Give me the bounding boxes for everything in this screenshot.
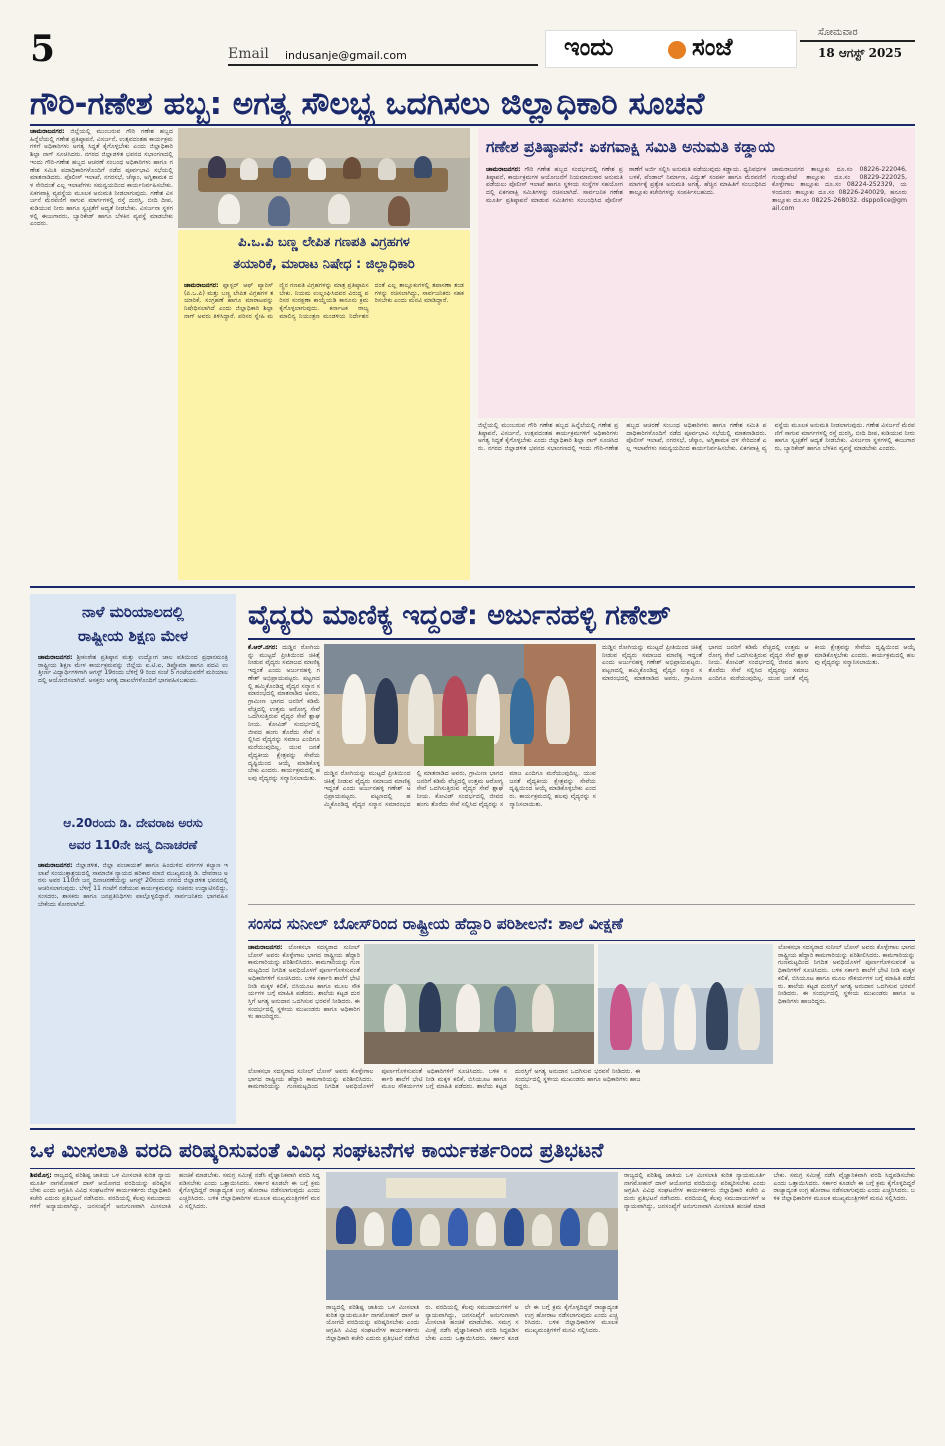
left-blue-box bbox=[30, 594, 236, 1124]
doctors-body: ದುಡ್ಡಿನ ರೋಗಿಯನ್ನು ಮುಟ್ಟದೆ ಪ್ರೀತಿಯಿಂದ ಚಿಕಿತ್ಸೆ ನೀಡುವ ವೈದ್ಯರು ಸಮಾಜದ ಮಾಣಿಕ್ಯ ಇದ್ದಂತೆ ಎಂದು ಅರ್ಜುನಹಳ್ಳಿ ಗಣೇಶ್ ಅಭಿಪ್ರಾಯಪಟ್ಟರು. ಪಟ್ಟಣದಲ್ಲಿ ಹಮ್ಮಿಕೊಂಡಿದ್ದ ವೈದ್ಯರ ಸನ್ಮಾನ ಸಮಾರಂಭದಲ್ಲಿ ಮಾತನಾಡಿದ ಅವರು, ಗ್ರಾಮೀಣ ಭಾಗದ ಜನರಿಗೆ ಕಡಿಮೆ ವೆಚ್ಚದಲ್ಲಿ ಉತ್ತಮ ಆರೋಗ್ಯ ಸೇವೆ ಒದಗಿಸುತ್ತಿರುವ ವೈದ್ಯರ ಸೇವೆ ಶ್ಲಾಘನೀಯ. ಕೋವಿಡ್ ಸಂದರ್ಭದಲ್ಲಿ ಜೀವದ ಹಂಗು ತೊರೆದು ಸೇವೆ ಸಲ್ಲಿಸಿದ ವೈದ್ಯರನ್ನು ಸಮಾಜ ಎಂದಿಗೂ ಮರೆಯುವುದಿಲ್ಲ. ಯುವ ಜನತೆ ವೈದ್ಯಕೀಯ ಕ್ಷೇತ್ರವನ್ನು ಸೇವೆಯ ದೃಷ್ಟಿಯಿಂದ ಆಯ್ಕೆ ಮಾಡಿಕೊಳ್ಳಬೇಕು ಎಂದರು. ಕಾರ್ಯಕ್ರಮದಲ್ಲಿ ಹಲವು ವೈದ್ಯರನ್ನು ಸನ್ಮಾನಿಸಲಾಯಿತು. bbox=[248, 644, 320, 782]
school-body-bottom bbox=[248, 1068, 774, 1124]
devaraj-body: ಜಿಲ್ಲಾಡಳಿತ, ಜಿಲ್ಲಾ ಪಂಚಾಯತ್ ಹಾಗೂ ಹಿಂದುಳಿದ ವರ್ಗಗಳ ಕಲ್ಯಾಣ ಇಲಾಖೆ ಸಂಯುಕ್ತಾಶ್ರಯದಲ್ಲಿ ಸಾಮಾಜಿಕ ನ್ಯಾಯದ ಹರಿಕಾರ ಮಾಜಿ ಮುಖ್ಯಮಂತ್ರಿ ಡಿ. ದೇವರಾಜ ಅರಸು ಅವರ 110ನೇ ಜನ್ಮ ದಿನಾಚರಣೆಯನ್ನು ಆಗಸ್ಟ್ 20ರಂದು ನಗರದ ಜಿಲ್ಲಾಡಳಿತ ಭವನದಲ್ಲಿ ಆಚರಿಸಲಾಗುವುದು. ಬೆಳಿಗ್ಗೆ 11 ಗಂಟೆಗೆ ನಡೆಯುವ ಕಾರ್ಯಕ್ರಮವನ್ನು ಸಚಿವರು ಉದ್ಘಾಟಿಸಲಿದ್ದು, ಸಂಸದರು, ಶಾಸಕರು ಹಾಗೂ ಜನಪ್ರತಿನಿಧಿಗಳು ಪಾಲ್ಗೊಳ್ಳಲಿದ್ದಾರೆ. ಸಾರ್ವಜನಿಕರು ಭಾಗವಹಿಸಬೇಕೆಂದು ಕೋರಲಾಗಿದೆ. bbox=[38, 862, 228, 908]
logo bbox=[545, 30, 797, 68]
single-window-dateline: ಚಾಮರಾಜನಗರ: bbox=[486, 166, 521, 173]
school-rule bbox=[248, 940, 915, 941]
masthead-rule-left bbox=[228, 64, 538, 66]
logo-sun-icon bbox=[668, 41, 686, 59]
gauri-photo-meeting bbox=[178, 128, 470, 228]
devaraj-dateline: ಚಾಮರಾಜನಗರ: bbox=[38, 862, 73, 869]
date: 18 ಆಗಸ್ಟ್ 2025 bbox=[818, 46, 902, 60]
pop-body-block bbox=[184, 282, 464, 574]
gauri-body-continued bbox=[478, 422, 915, 580]
gauri-body: ಜಿಲ್ಲೆಯಲ್ಲಿ ಮುಂಬರುವ ಗೌರಿ ಗಣೇಶ ಹಬ್ಬದ ಹಿನ್ನೆಲೆಯಲ್ಲಿ ಗಣೇಶ ಪ್ರತಿಷ್ಠಾಪನೆ, ವಿಸರ್ಜನೆ, ಉತ್ಸವದಂತಹ ಕಾರ್ಯಕ್ರಮಗಳಿಗೆ ಅಧಿಕಾರಿಗಳು ಅಗತ್ಯ ಸಿದ್ಧತೆ ಕೈಗೊಳ್ಳಬೇಕು ಎಂದು ಜಿಲ್ಲಾಧಿಕಾರಿ ಶಿಲ್ಪಾ ನಾಗ್ ಸೂಚಿಸಿದರು. ನಗರದ ಜಿಲ್ಲಾಡಳಿತ ಭವನದ ಸಭಾಂಗಣದಲ್ಲಿ ಇಂದು ಗೌರಿ-ಗಣೇಶ ಹಬ್ಬದ ಆಚರಣೆ ಸಂಬಂಧ ಅಧಿಕಾರಿಗಳು ಹಾಗೂ ಗಣೇಶ ಸಮಿತಿ ಪದಾಧಿಕಾರಿಗಳೊಂದಿಗೆ ನಡೆದ ಪೂರ್ವಭಾವಿ ಸಭೆಯಲ್ಲಿ ಮಾತನಾಡಿದರು. ಪೊಲೀಸ್ ಇಲಾಖೆ, ನಗರಸಭೆ, ಚೆಸ್ಕಾಂ, ಅಗ್ನಿಶಾಮಕ ದಳ ಸೇರಿದಂತೆ ಎಲ್ಲ ಇಲಾಖೆಗಳು ಸಮನ್ವಯದಿಂದ ಕಾರ್ಯನಿರ್ವಹಿಸಬೇಕು. ಏಕಗವಾಕ್ಷಿ ವ್ಯವಸ್ಥೆಯ ಮೂಲಕ ಅನುಮತಿ ನೀಡಲಾಗುವುದು. ಗಣೇಶ ವಿಸರ್ಜನೆ ಮೆರವಣಿಗೆ ಸಾಗುವ ಮಾರ್ಗಗಳಲ್ಲಿ ರಸ್ತೆ ದುರಸ್ತಿ, ಬೀದಿ ದೀಪ, ಕುಡಿಯುವ ನೀರು ಹಾಗೂ ಸ್ವಚ್ಛತೆಗೆ ಆದ್ಯತೆ ನೀಡಬೇಕು. ವಿಸರ್ಜನಾ ಸ್ಥಳಗಳಲ್ಲಿ ಈಜುಗಾರರು, ಬ್ಯಾರಿಕೇಡ್ ಹಾಗೂ ಬೆಳಕಿನ ವ್ಯವಸ್ಥೆ ಮಾಡಬೇಕು ಎಂದರು. bbox=[30, 128, 173, 228]
masthead bbox=[0, 0, 945, 82]
gauri-body-cont-text: ಜಿಲ್ಲೆಯಲ್ಲಿ ಮುಂಬರುವ ಗೌರಿ ಗಣೇಶ ಹಬ್ಬದ ಹಿನ್ನೆಲೆಯಲ್ಲಿ ಗಣೇಶ ಪ್ರತಿಷ್ಠಾಪನೆ, ವಿಸರ್ಜನೆ, ಉತ್ಸವದಂತಹ ಕಾರ್ಯಕ್ರಮಗಳಿಗೆ ಅಧಿಕಾರಿಗಳು ಅಗತ್ಯ ಸಿದ್ಧತೆ ಕೈಗೊಳ್ಳಬೇಕು ಎಂದು ಜಿಲ್ಲಾಧಿಕಾರಿ ಶಿಲ್ಪಾ ನಾಗ್ ಸೂಚಿಸಿದರು. ನಗರದ ಜಿಲ್ಲಾಡಳಿತ ಭವನದ ಸಭಾಂಗಣದಲ್ಲಿ ಇಂದು ಗೌರಿ-ಗಣೇಶ ಹಬ್ಬದ ಆಚರಣೆ ಸಂಬಂಧ ಅಧಿಕಾರಿಗಳು ಹಾಗೂ ಗಣೇಶ ಸಮಿತಿ ಪದಾಧಿಕಾರಿಗಳೊಂದಿಗೆ ನಡೆದ ಪೂರ್ವಭಾವಿ ಸಭೆಯಲ್ಲಿ ಮಾತನಾಡಿದರು. ಪೊಲೀಸ್ ಇಲಾಖೆ, ನಗರಸಭೆ, ಚೆಸ್ಕಾಂ, ಅಗ್ನಿಶಾಮಕ ದಳ ಸೇರಿದಂತೆ ಎಲ್ಲ ಇಲಾಖೆಗಳು ಸಮನ್ವಯದಿಂದ ಕಾರ್ಯನಿರ್ವಹಿಸಬೇಕು. ಏಕಗವಾಕ್ಷಿ ವ್ಯವಸ್ಥೆಯ ಮೂಲಕ ಅನುಮತಿ ನೀಡಲಾಗುವುದು. ಗಣೇಶ ವಿಸರ್ಜನೆ ಮೆರವಣಿಗೆ ಸಾಗುವ ಮಾರ್ಗಗಳಲ್ಲಿ ರಸ್ತೆ ದುರಸ್ತಿ, ಬೀದಿ ದೀಪ, ಕುಡಿಯುವ ನೀರು ಹಾಗೂ ಸ್ವಚ್ಛತೆಗೆ ಆದ್ಯತೆ ನೀಡಬೇಕು. ವಿಸರ್ಜನಾ ಸ್ಥಳಗಳಲ್ಲಿ ಈಜುಗಾರರು, ಬ್ಯಾರಿಕೇಡ್ ಹಾಗೂ ಬೆಳಕಿನ ವ್ಯವಸ್ಥೆ ಮಾಡಬೇಕು ಎಂದರು. bbox=[478, 422, 915, 453]
school-body: ಲೋಕಸಭಾ ಸದಸ್ಯರಾದ ಸುನೀಲ್ ಬೋಸ್ ಅವರು ಕೊಳ್ಳೇಗಾಲ ಭಾಗದ ರಾಷ್ಟ್ರೀಯ ಹೆದ್ದಾರಿ ಕಾಮಗಾರಿಯನ್ನು ಪರಿಶೀಲಿಸಿದರು. ಕಾಮಗಾರಿಯನ್ನು ಗುಣಮಟ್ಟದಿಂದ ನಿಗದಿತ ಅವಧಿಯೊಳಗೆ ಪೂರ್ಣಗೊಳಿಸುವಂತೆ ಅಧಿಕಾರಿಗಳಿಗೆ ಸೂಚಿಸಿದರು. ಬಳಿಕ ಸರ್ಕಾರಿ ಶಾಲೆಗೆ ಭೇಟಿ ನೀಡಿ ಮಕ್ಕಳ ಕಲಿಕೆ, ಬಿಸಿಯೂಟ ಹಾಗೂ ಮೂಲ ಸೌಕರ್ಯಗಳ ಬಗ್ಗೆ ಮಾಹಿತಿ ಪಡೆದರು. ಶಾಲೆಯ ಕಟ್ಟಡ ದುರಸ್ತಿಗೆ ಅಗತ್ಯ ಅನುದಾನ ಒದಗಿಸುವ ಭರವಸೆ ನೀಡಿದರು. ಈ ಸಂದರ್ಭದಲ್ಲಿ ಸ್ಥಳೀಯ ಮುಖಂಡರು ಹಾಗೂ ಅಧಿಕಾರಿಗಳು ಹಾಜರಿದ್ದರು. bbox=[248, 944, 360, 1021]
doctors-dateline: ಕೆ.ಆರ್.ನಗರ: bbox=[248, 644, 278, 651]
email-label: Email bbox=[228, 46, 269, 62]
school-body-5: ಲೋಕಸಭಾ ಸದಸ್ಯರಾದ ಸುನೀಲ್ ಬೋಸ್ ಅವರು ಕೊಳ್ಳೇಗಾಲ ಭಾಗದ ರಾಷ್ಟ್ರೀಯ ಹೆದ್ದಾರಿ ಕಾಮಗಾರಿಯನ್ನು ಪರಿಶೀಲಿಸಿದರು. ಕಾಮಗಾರಿಯನ್ನು ಗುಣಮಟ್ಟದಿಂದ ನಿಗದಿತ ಅವಧಿಯೊಳಗೆ ಪೂರ್ಣಗೊಳಿಸುವಂತೆ ಅಧಿಕಾರಿಗಳಿಗೆ ಸೂಚಿಸಿದರು. ಬಳಿಕ ಸರ್ಕಾರಿ ಶಾಲೆಗೆ ಭೇಟಿ ನೀಡಿ ಮಕ್ಕಳ ಕಲಿಕೆ, ಬಿಸಿಯೂಟ ಹಾಗೂ ಮೂಲ ಸೌಕರ್ಯಗಳ ಬಗ್ಗೆ ಮಾಹಿತಿ ಪಡೆದರು. ಶಾಲೆಯ ಕಟ್ಟಡ ದುರಸ್ತಿಗೆ ಅಗತ್ಯ ಅನುದಾನ ಒದಗಿಸುವ ಭರವಸೆ ನೀಡಿದರು. ಈ ಸಂದರ್ಭದಲ್ಲಿ ಸ್ಥಳೀಯ ಮುಖಂಡರು ಹಾಗೂ ಅಧಿಕಾರಿಗಳು ಹಾಜರಿದ್ದರು. bbox=[248, 1068, 641, 1091]
doctors-body-2: ದುಡ್ಡಿನ ರೋಗಿಯನ್ನು ಮುಟ್ಟದೆ ಪ್ರೀತಿಯಿಂದ ಚಿಕಿತ್ಸೆ ನೀಡುವ ವೈದ್ಯರು ಸಮಾಜದ ಮಾಣಿಕ್ಯ ಇದ್ದಂತೆ ಎಂದು ಅರ್ಜುನಹಳ್ಳಿ ಗಣೇಶ್ ಅಭಿಪ್ರಾಯಪಟ್ಟರು. ಪಟ್ಟಣದಲ್ಲಿ ಹಮ್ಮಿಕೊಂಡಿದ್ದ ವೈದ್ಯರ ಸನ್ಮಾನ ಸಮಾರಂಭದಲ್ಲಿ ಮಾತನಾಡಿದ ಅವರು, ಗ್ರಾಮೀಣ ಭಾಗದ ಜನರಿಗೆ ಕಡಿಮೆ ವೆಚ್ಚದಲ್ಲಿ ಉತ್ತಮ ಆರೋಗ್ಯ ಸೇವೆ ಒದಗಿಸುತ್ತಿರುವ ವೈದ್ಯರ ಸೇವೆ ಶ್ಲಾಘನೀಯ. ಕೋವಿಡ್ ಸಂದರ್ಭದಲ್ಲಿ ಜೀವದ ಹಂಗು ತೊರೆದು ಸೇವೆ ಸಲ್ಲಿಸಿದ ವೈದ್ಯರನ್ನು ಸಮಾಜ ಎಂದಿಗೂ ಮರೆಯುವುದಿಲ್ಲ. ಯುವ ಜನತೆ ವೈದ್ಯಕೀಯ ಕ್ಷೇತ್ರವನ್ನು ಸೇವೆಯ ದೃಷ್ಟಿಯಿಂದ ಆಯ್ಕೆ ಮಾಡಿಕೊಳ್ಳಬೇಕು ಎಂದರು. ಕಾರ್ಯಕ್ರಮದಲ್ಲಿ ಹಲವು ವೈದ್ಯರನ್ನು ಸನ್ಮಾನಿಸಲಾಯಿತು. bbox=[324, 770, 596, 808]
gauri-body-col1 bbox=[30, 128, 173, 580]
protest-body-block-1 bbox=[30, 1172, 320, 1436]
doctors-body-col1 bbox=[248, 644, 320, 900]
doctors-body-block-3 bbox=[602, 644, 915, 900]
school-dateline: ಚಾಮರಾಜನಗರ: bbox=[248, 944, 283, 951]
single-window-body-block bbox=[486, 166, 766, 412]
protest-body-2: ರಾಜ್ಯದಲ್ಲಿ ಪರಿಶಿಷ್ಟ ಜಾತಿಯ ಒಳ ಮೀಸಲಾತಿ ಕುರಿತ ನ್ಯಾಯಮೂರ್ತಿ ನಾಗಮೋಹನ್ ದಾಸ್ ಆಯೋಗದ ವರದಿಯನ್ನು ಪರಿಷ್ಕರಿಸಬೇಕು ಎಂದು ಆಗ್ರಹಿಸಿ ವಿವಿಧ ಸಂಘಟನೆಗಳ ಕಾರ್ಯಕರ್ತರು ಜಿಲ್ಲಾಧಿಕಾರಿ ಕಚೇರಿ ಎದುರು ಪ್ರತಿಭಟನೆ ನಡೆಸಿದರು. ವರದಿಯಲ್ಲಿ ಕೆಲವು ಸಮುದಾಯಗಳಿಗೆ ಅನ್ಯಾಯವಾಗಿದ್ದು, ಜನಸಂಖ್ಯೆಗೆ ಅನುಗುಣವಾಗಿ ಮೀಸಲಾತಿ ಹಂಚಿಕೆ ಮಾಡಬೇಕು. ಸಮಗ್ರ ಸಮೀಕ್ಷೆ ನಡೆಸಿ ವೈಜ್ಞಾನಿಕವಾಗಿ ವರದಿ ಸಿದ್ಧಪಡಿಸಬೇಕು ಎಂದು ಒತ್ತಾಯಿಸಿದರು. ಸರ್ಕಾರ ಕೂಡಲೇ ಈ ಬಗ್ಗೆ ಕ್ರಮ ಕೈಗೊಳ್ಳದಿದ್ದರೆ ರಾಜ್ಯಾದ್ಯಂತ ಉಗ್ರ ಹೋರಾಟ ನಡೆಸಲಾಗುವುದು ಎಂದು ಎಚ್ಚರಿಸಿದರು. ಬಳಿಕ ಜಿಲ್ಲಾಧಿಕಾರಿಗಳ ಮೂಲಕ ಮುಖ್ಯಮಂತ್ರಿಗಳಿಗೆ ಮನವಿ ಸಲ್ಲಿಸಿದರು. bbox=[326, 1304, 618, 1342]
gauri-dateline: ಚಾಮರಾಜನಗರ: bbox=[30, 128, 65, 135]
pop-dateline: ಚಾಮರಾಜನಗರ: bbox=[184, 282, 219, 289]
logo-right: ಸಂಜೆ bbox=[692, 33, 733, 61]
page-number: 5 bbox=[30, 28, 56, 70]
education-body-block bbox=[38, 654, 228, 804]
protest-body-block-3 bbox=[624, 1172, 915, 1436]
school-body-4: ಲೋಕಸಭಾ ಸದಸ್ಯರಾದ ಸುನೀಲ್ ಬೋಸ್ ಅವರು ಕೊಳ್ಳೇಗಾಲ ಭಾಗದ ರಾಷ್ಟ್ರೀಯ ಹೆದ್ದಾರಿ ಕಾಮಗಾರಿಯನ್ನು ಪರಿಶೀಲಿಸಿದರು. ಕಾಮಗಾರಿಯನ್ನು ಗುಣಮಟ್ಟದಿಂದ ನಿಗದಿತ ಅವಧಿಯೊಳಗೆ ಪೂರ್ಣಗೊಳಿಸುವಂತೆ ಅಧಿಕಾರಿಗಳಿಗೆ ಸೂಚಿಸಿದರು. ಬಳಿಕ ಸರ್ಕಾರಿ ಶಾಲೆಗೆ ಭೇಟಿ ನೀಡಿ ಮಕ್ಕಳ ಕಲಿಕೆ, ಬಿಸಿಯೂಟ ಹಾಗೂ ಮೂಲ ಸೌಕರ್ಯಗಳ ಬಗ್ಗೆ ಮಾಹಿತಿ ಪಡೆದರು. ಶಾಲೆಯ ಕಟ್ಟಡ ದುರಸ್ತಿಗೆ ಅಗತ್ಯ ಅನುದಾನ ಒದಗಿಸುವ ಭರವಸೆ ನೀಡಿದರು. ಈ ಸಂದರ್ಭದಲ್ಲಿ ಸ್ಥಳೀಯ ಮುಖಂಡರು ಹಾಗೂ ಅಧಿಕಾರಿಗಳು ಹಾಜರಿದ್ದರು. bbox=[778, 944, 915, 1005]
protest-body-block-2 bbox=[326, 1304, 618, 1436]
protest-body-3: ರಾಜ್ಯದಲ್ಲಿ ಪರಿಶಿಷ್ಟ ಜಾತಿಯ ಒಳ ಮೀಸಲಾತಿ ಕುರಿತ ನ್ಯಾಯಮೂರ್ತಿ ನಾಗಮೋಹನ್ ದಾಸ್ ಆಯೋಗದ ವರದಿಯನ್ನು ಪರಿಷ್ಕರಿಸಬೇಕು ಎಂದು ಆಗ್ರಹಿಸಿ ವಿವಿಧ ಸಂಘಟನೆಗಳ ಕಾರ್ಯಕರ್ತರು ಜಿಲ್ಲಾಧಿಕಾರಿ ಕಚೇರಿ ಎದುರು ಪ್ರತಿಭಟನೆ ನಡೆಸಿದರು. ವರದಿಯಲ್ಲಿ ಕೆಲವು ಸಮುದಾಯಗಳಿಗೆ ಅನ್ಯಾಯವಾಗಿದ್ದು, ಜನಸಂಖ್ಯೆಗೆ ಅನುಗುಣವಾಗಿ ಮೀಸಲಾತಿ ಹಂಚಿಕೆ ಮಾಡಬೇಕು. ಸಮಗ್ರ ಸಮೀಕ್ಷೆ ನಡೆಸಿ ವೈಜ್ಞಾನಿಕವಾಗಿ ವರದಿ ಸಿದ್ಧಪಡಿಸಬೇಕು ಎಂದು ಒತ್ತಾಯಿಸಿದರು. ಸರ್ಕಾರ ಕೂಡಲೇ ಈ ಬಗ್ಗೆ ಕ್ರಮ ಕೈಗೊಳ್ಳದಿದ್ದರೆ ರಾಜ್ಯಾದ್ಯಂತ ಉಗ್ರ ಹೋರಾಟ ನಡೆಸಲಾಗುವುದು ಎಂದು ಎಚ್ಚರಿಸಿದರು. ಬಳಿಕ ಜಿಲ್ಲಾಧಿಕಾರಿಗಳ ಮೂಲಕ ಮುಖ್ಯಮಂತ್ರಿಗಳಿಗೆ ಮನವಿ ಸಲ್ಲಿಸಿದರು. bbox=[624, 1172, 915, 1210]
logo-left: ಇಂದು bbox=[564, 33, 614, 61]
pop-box bbox=[178, 230, 470, 580]
pop-body: ಪ್ಲಾಸ್ಟರ್ ಆಫ್ ಪ್ಯಾರಿಸ್ (ಪಿ.ಒ.ಪಿ) ಮತ್ತು ಬಣ್ಣ ಲೇಪಿತ ವಿಗ್ರಹಗಳ ತಯಾರಿಕೆ, ಸಂಗ್ರಹಣೆ ಹಾಗೂ ಮಾರಾಟವನ್ನು ನಿಷೇಧಿಸಲಾಗಿದೆ ಎಂದು ಜಿಲ್ಲಾಧಿಕಾರಿ ಶಿಲ್ಪಾ ನಾಗ್ ಅವರು ತಿಳಿಸಿದ್ದಾರೆ. ಪರಿಸರ ಸ್ನೇಹಿ ಮಣ್ಣಿನ ಗಣಪತಿ ವಿಗ್ರಹಗಳನ್ನು ಮಾತ್ರ ಪ್ರತಿಷ್ಠಾಪಿಸಬೇಕು. ನಿಯಮ ಉಲ್ಲಂಘಿಸಿದವರ ವಿರುದ್ಧ ಪರಿಸರ ಸಂರಕ್ಷಣಾ ಕಾಯ್ದೆಯಡಿ ಕಾನೂನು ಕ್ರಮ ಕೈಗೊಳ್ಳಲಾಗುವುದು. ಕರ್ನಾಟಕ ರಾಜ್ಯ ಮಾಲಿನ್ಯ ನಿಯಂತ್ರಣ ಮಂಡಳಿಯ ನಿರ್ದೇಶನದಂತೆ ಎಲ್ಲ ತಾಲ್ಲೂಕುಗಳಲ್ಲಿ ತಪಾಸಣಾ ತಂಡಗಳನ್ನು ರಚಿಸಲಾಗಿದ್ದು, ಸಾರ್ವಜನಿಕರು ಸಹಕರಿಸಬೇಕು ಎಂದು ಮನವಿ ಮಾಡಿದ್ದಾರೆ. bbox=[184, 282, 464, 320]
doctors-photo-felicitation bbox=[324, 644, 596, 766]
doctors-rule-bottom bbox=[248, 904, 915, 905]
school-body-col4 bbox=[778, 944, 915, 1124]
protest-body: ರಾಜ್ಯದಲ್ಲಿ ಪರಿಶಿಷ್ಟ ಜಾತಿಯ ಒಳ ಮೀಸಲಾತಿ ಕುರಿತ ನ್ಯಾಯಮೂರ್ತಿ ನಾಗಮೋಹನ್ ದಾಸ್ ಆಯೋಗದ ವರದಿಯನ್ನು ಪರಿಷ್ಕರಿಸಬೇಕು ಎಂದು ಆಗ್ರಹಿಸಿ ವಿವಿಧ ಸಂಘಟನೆಗಳ ಕಾರ್ಯಕರ್ತರು ಜಿಲ್ಲಾಧಿಕಾರಿ ಕಚೇರಿ ಎದುರು ಪ್ರತಿಭಟನೆ ನಡೆಸಿದರು. ವರದಿಯಲ್ಲಿ ಕೆಲವು ಸಮುದಾಯಗಳಿಗೆ ಅನ್ಯಾಯವಾಗಿದ್ದು, ಜನಸಂಖ್ಯೆಗೆ ಅನುಗುಣವಾಗಿ ಮೀಸಲಾತಿ ಹಂಚಿಕೆ ಮಾಡಬೇಕು. ಸಮಗ್ರ ಸಮೀಕ್ಷೆ ನಡೆಸಿ ವೈಜ್ಞಾನಿಕವಾಗಿ ವರದಿ ಸಿದ್ಧಪಡಿಸಬೇಕು ಎಂದು ಒತ್ತಾಯಿಸಿದರು. ಸರ್ಕಾರ ಕೂಡಲೇ ಈ ಬಗ್ಗೆ ಕ್ರಮ ಕೈಗೊಳ್ಳದಿದ್ದರೆ ರಾಜ್ಯಾದ್ಯಂತ ಉಗ್ರ ಹೋರಾಟ ನಡೆಸಲಾಗುವುದು ಎಂದು ಎಚ್ಚರಿಸಿದರು. ಬಳಿಕ ಜಿಲ್ಲಾಧಿಕಾರಿಗಳ ಮೂಲಕ ಮುಖ್ಯಮಂತ್ರಿಗಳಿಗೆ ಮನವಿ ಸಲ್ಲಿಸಿದರು. bbox=[30, 1172, 320, 1210]
section-rule-2 bbox=[30, 1128, 915, 1130]
school-photo-left bbox=[364, 944, 594, 1064]
masthead-rule-right bbox=[800, 40, 915, 42]
email-address: indusanje@gmail.com bbox=[285, 49, 407, 62]
doctors-body-block-2 bbox=[324, 770, 596, 900]
weekday: ಸೋಮವಾರ bbox=[818, 27, 858, 38]
gauri-rule bbox=[30, 124, 915, 126]
education-body: ಶ್ರೀಕಂಠೇಶ ಪ್ರತಿಷ್ಠಾನ ಮತ್ತು ಉದ್ಯೋಗ ಜಾಲ ವತಿಯಿಂದ ಪ್ರಧಾನಮಂತ್ರಿ ರಾಷ್ಟ್ರೀಯ ಶಿಕ್ಷಣ ಮೇಳ ಕಾರ್ಯಕ್ರಮವನ್ನು ಜಿಲ್ಲೆಯ ಐ.ಟಿ.ಐ, ಡಿಪ್ಲೊಮಾ ಹಾಗೂ ಪದವಿ ಉತ್ತೀರ್ಣ ವಿದ್ಯಾರ್ಥಿಗಳಿಗಾಗಿ ಆಗಸ್ಟ್ 19ರಂದು ಬೆಳಿಗ್ಗೆ 9 ರಿಂದ ಸಂಜೆ 5 ಗಂಟೆಯವರೆಗೆ ಮರಿಯಾಲದಲ್ಲಿ ಆಯೋಜಿಸಲಾಗಿದೆ. ಆಸಕ್ತರು ಅಗತ್ಯ ದಾಖಲೆಗಳೊಂದಿಗೆ ಭಾಗವಹಿಸಬಹುದು. bbox=[38, 654, 228, 685]
protest-photo bbox=[326, 1172, 618, 1300]
pop-headline-2: ತಯಾರಿಕೆ, ಮಾರಾಟ ನಿಷೇಧ : ಜಿಲ್ಲಾಧಿಕಾರಿ bbox=[233, 257, 415, 272]
single-window-headline: ಗಣೇಶ ಪ್ರತಿಷ್ಠಾಪನೆ: ಏಕಗವಾಕ್ಷಿ ಸಮಿತಿ ಅನುಮತಿ ಕಡ್ಡಾಯ bbox=[486, 138, 775, 156]
section-rule-1 bbox=[30, 586, 915, 588]
single-window-box bbox=[478, 128, 915, 418]
protest-rule bbox=[30, 1168, 915, 1169]
doctors-headline: ವೈದ್ಯರು ಮಾಣಿಕ್ಯ ಇದ್ದಂತೆ: ಅರ್ಜುನಹಳ್ಳಿ ಗಣೇಶ್ bbox=[248, 600, 671, 631]
devaraj-headline-1: ಆ.20ರಂದು ಡಿ. ದೇವರಾಜ ಅರಸು bbox=[63, 816, 203, 830]
education-dateline: ಚಾಮರಾಜನಗರ: bbox=[38, 654, 73, 661]
protest-dateline: ಶಿವಮೊಗ್ಗ: bbox=[30, 1172, 52, 1179]
devaraj-body-block bbox=[38, 862, 228, 1118]
pop-headline-1: ಪಿ.ಒ.ಪಿ ಬಣ್ಣ ಲೇಪಿತ ಗಣಪತಿ ವಿಗ್ರಹಗಳ bbox=[238, 235, 410, 250]
single-window-body: ಗೌರಿ ಗಣೇಶ ಹಬ್ಬದ ಸಂದರ್ಭದಲ್ಲಿ ಗಣೇಶ ಪ್ರತಿಷ್ಠಾಪನೆ, ಕಾರ್ಯಕ್ರಮಗಳ ಆಯೋಜನೆಗೆ ನಿಯಮಾನುಸಾರ ಅನುಮತಿ ಪಡೆಯಲು ಪೊಲೀಸ್ ಇಲಾಖೆ ಹಾಗೂ ಸ್ಥಳೀಯ ಸಂಸ್ಥೆಗಳ ಸಹಯೋಗದಲ್ಲಿ ಏಕಗವಾಕ್ಷಿ ಸಮಿತಿಗಳನ್ನು ರಚಿಸಲಾಗಿದೆ. ಸಾರ್ವಜನಿಕ ಗಣೇಶ ಮೂರ್ತಿ ಪ್ರತಿಷ್ಠಾಪನೆ ಮಾಡುವ ಸಮಿತಿಗಳು ಸಂಬಂಧಿಸಿದ ಪೊಲೀಸ್ ಠಾಣೆಗೆ ಅರ್ಜಿ ಸಲ್ಲಿಸಿ ಅನುಮತಿ ಪಡೆಯುವುದು ಕಡ್ಡಾಯ. ಧ್ವನಿವರ್ಧಕ ಬಳಕೆ, ಪೆಂಡಾಲ್ ನಿರ್ಮಾಣ, ವಿದ್ಯುತ್ ಸಂಪರ್ಕ ಹಾಗೂ ಮೆರವಣಿಗೆ ಮಾರ್ಗಕ್ಕೆ ಪ್ರತ್ಯೇಕ ಅನುಮತಿ ಅಗತ್ಯ. ಹೆಚ್ಚಿನ ಮಾಹಿತಿಗೆ ಸಂಬಂಧಿಸಿದ ತಾಲ್ಲೂಕು ಕಚೇರಿಗಳನ್ನು ಸಂಪರ್ಕಿಸಬಹುದು. bbox=[486, 166, 766, 204]
school-body-col1 bbox=[248, 944, 360, 1058]
single-window-contacts: ಚಾಮರಾಜನಗರ ತಾಲ್ಲೂಕು ದೂ.ಸಂ 08226-222046, ಗುಂಡ್ಲುಪೇಟೆ ತಾಲ್ಲೂಕು ದೂ.ಸಂ 08229-222025, ಕೊಳ್ಳೇಗಾಲ ತಾಲ್ಲೂಕು ದೂ.ಸಂ 08224-252329, ಯಳಂದೂರು ತಾಲ್ಲೂಕು ದೂ.ಸಂ 08226-240029, ಹನೂರು ತಾಲ್ಲೂಕು ದೂ.ಸಂ 08225-268032. dsppolice@gmail.com bbox=[772, 166, 907, 212]
protest-headline: ಒಳ ಮೀಸಲಾತಿ ವರದಿ ಪರಿಷ್ಕರಿಸುವಂತೆ ವಿವಿಧ ಸಂಘಟನೆಗಳ ಕಾರ್ಯಕರ್ತರಿಂದ ಪ್ರತಿಭಟನೆ bbox=[30, 1138, 604, 1162]
devaraj-headline-2: ಅವರ 110ನೇ ಜನ್ಮ ದಿನಾಚರಣೆ bbox=[68, 838, 198, 852]
gauri-headline: ಗೌರಿ-ಗಣೇಶ ಹಬ್ಬ: ಅಗತ್ಯ ಸೌಲಭ್ಯ ಒದಗಿಸಲು ಜಿಲ್ಲಾಧಿಕಾರಿ ಸೂಚನೆ bbox=[30, 86, 705, 122]
school-headline: ಸಂಸದ ಸುನೀಲ್ ಬೋಸ್‌ರಿಂದ ರಾಷ್ಟ್ರೀಯ ಹೆದ್ದಾರಿ ಪರಿಶೀಲನೆ: ಶಾಲೆ ವೀಕ್ಷಣೆ bbox=[248, 915, 623, 933]
education-headline-2: ರಾಷ್ಟ್ರೀಯ ಶಿಕ್ಷಣ ಮೇಳ bbox=[77, 627, 189, 645]
doctors-body-3: ದುಡ್ಡಿನ ರೋಗಿಯನ್ನು ಮುಟ್ಟದೆ ಪ್ರೀತಿಯಿಂದ ಚಿಕಿತ್ಸೆ ನೀಡುವ ವೈದ್ಯರು ಸಮಾಜದ ಮಾಣಿಕ್ಯ ಇದ್ದಂತೆ ಎಂದು ಅರ್ಜುನಹಳ್ಳಿ ಗಣೇಶ್ ಅಭಿಪ್ರಾಯಪಟ್ಟರು. ಪಟ್ಟಣದಲ್ಲಿ ಹಮ್ಮಿಕೊಂಡಿದ್ದ ವೈದ್ಯರ ಸನ್ಮಾನ ಸಮಾರಂಭದಲ್ಲಿ ಮಾತನಾಡಿದ ಅವರು, ಗ್ರಾಮೀಣ ಭಾಗದ ಜನರಿಗೆ ಕಡಿಮೆ ವೆಚ್ಚದಲ್ಲಿ ಉತ್ತಮ ಆರೋಗ್ಯ ಸೇವೆ ಒದಗಿಸುತ್ತಿರುವ ವೈದ್ಯರ ಸೇವೆ ಶ್ಲಾಘನೀಯ. ಕೋವಿಡ್ ಸಂದರ್ಭದಲ್ಲಿ ಜೀವದ ಹಂಗು ತೊರೆದು ಸೇವೆ ಸಲ್ಲಿಸಿದ ವೈದ್ಯರನ್ನು ಸಮಾಜ ಎಂದಿಗೂ ಮರೆಯುವುದಿಲ್ಲ. ಯುವ ಜನತೆ ವೈದ್ಯಕೀಯ ಕ್ಷೇತ್ರವನ್ನು ಸೇವೆಯ ದೃಷ್ಟಿಯಿಂದ ಆಯ್ಕೆ ಮಾಡಿಕೊಳ್ಳಬೇಕು ಎಂದರು. ಕಾರ್ಯಕ್ರಮದಲ್ಲಿ ಹಲವು ವೈದ್ಯರನ್ನು ಸನ್ಮಾನಿಸಲಾಯಿತು. bbox=[602, 644, 915, 682]
doctors-rule bbox=[248, 638, 915, 640]
education-headline-1: ನಾಳೆ ಮರಿಯಾಲದಲ್ಲಿ bbox=[82, 603, 184, 621]
school-photo-right bbox=[598, 944, 773, 1064]
